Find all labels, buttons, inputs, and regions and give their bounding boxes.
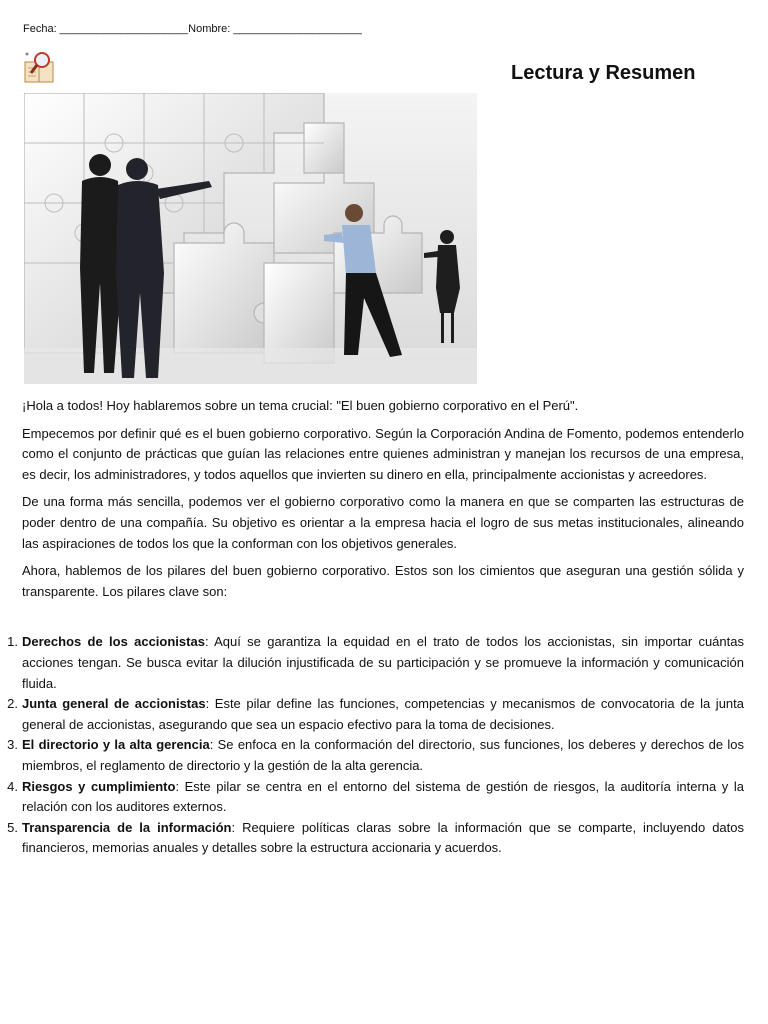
pillar-term: Transparencia de la información xyxy=(22,819,232,835)
pillar-term: Derechos de los accionistas xyxy=(22,634,205,650)
pillars-list xyxy=(7,632,745,859)
list-item xyxy=(7,818,744,859)
pillar-description: : Se enfoca en la conformación del directorio, sus funciones, los deberes y derechos de los miembros, el reglamento de directorio y la gestión de la alta gerencia. xyxy=(22,737,744,773)
pillar-description: : Este pilar se centra en el entorno del sistema de gestión de riesgos, la auditoría interna y la relación con los auditores externos. xyxy=(22,778,744,815)
list-number: 2. xyxy=(7,696,18,712)
list-number: 4. xyxy=(7,778,18,794)
pillar-term: Junta general de accionistas xyxy=(22,696,206,712)
paragraph-simple-definition: De una forma más sencilla, podemos ver el gobierno corporativo como la manera en que se comparten las estructuras de poder dentro de una compañía. Su objetivo es orientar a la empresa hacia el logro de sus metas institucionales, alineando las aspiraciones de todos los que la conforman con los objetivos generales. xyxy=(22,494,744,551)
pillar-description: : Requiere políticas claras sobre la información que se comparte, incluyendo datos financieros, memorias anuales y detalles sobre la estructura accionaria y acuerdos. xyxy=(22,819,744,856)
list-item xyxy=(7,694,745,735)
pillar-term: El directorio y la alta gerencia xyxy=(22,737,210,753)
reading-body xyxy=(7,396,745,859)
paragraph-pillars-intro: Ahora, hablemos de los pilares del buen gobierno corporativo. Estos son los cimientos que aseguran una gestión sólida y transparente. Los pilares clave son: xyxy=(22,563,744,599)
list-number: 3. xyxy=(7,737,18,753)
magnifier-book-icon xyxy=(23,50,55,84)
page-title: Lectura y Resumen xyxy=(511,62,696,84)
list-number: 5. xyxy=(7,819,18,835)
pillar-description: : Este pilar define las funciones, competencias y mecanismos de convocatoria de la junta general de accionistas, asegurando que sea un espacio efectivo para la toma de decisiones. xyxy=(22,696,745,732)
list-number: 1. xyxy=(7,634,18,650)
intro-paragraph: ¡Hola a todos! Hoy hablaremos sobre un tema crucial: "El buen gobierno corporativo en el Perú". xyxy=(22,398,579,413)
pillar-term: Riesgos y cumplimiento xyxy=(22,778,176,794)
paragraph-definition: Empecemos por definir qué es el buen gobierno corporativo. Según la Corporación Andina de Fomento, podemos entenderlo como el conjunto de prácticas que guían las relaciones entre quienes administran y manejan los recursos de una empresa, es decir, los administradores, y todos aquellos que invierten su dinero en ella, principalmente accionistas y acreedores. xyxy=(22,425,744,482)
business-team-puzzle-photo xyxy=(24,93,477,384)
pillar-description: : Aquí se garantiza la equidad en el trato de todos los accionistas, sin importar cuántas acciones tengan. Se busca evitar la dilución injustificada de su participación y se promueve la información y comunicación fluida. xyxy=(22,634,744,691)
header-fecha-nombre: Fecha: _____________________Nombre: _____________________ xyxy=(23,23,362,35)
list-item xyxy=(7,735,744,776)
list-item xyxy=(7,632,744,694)
list-item xyxy=(7,777,744,818)
